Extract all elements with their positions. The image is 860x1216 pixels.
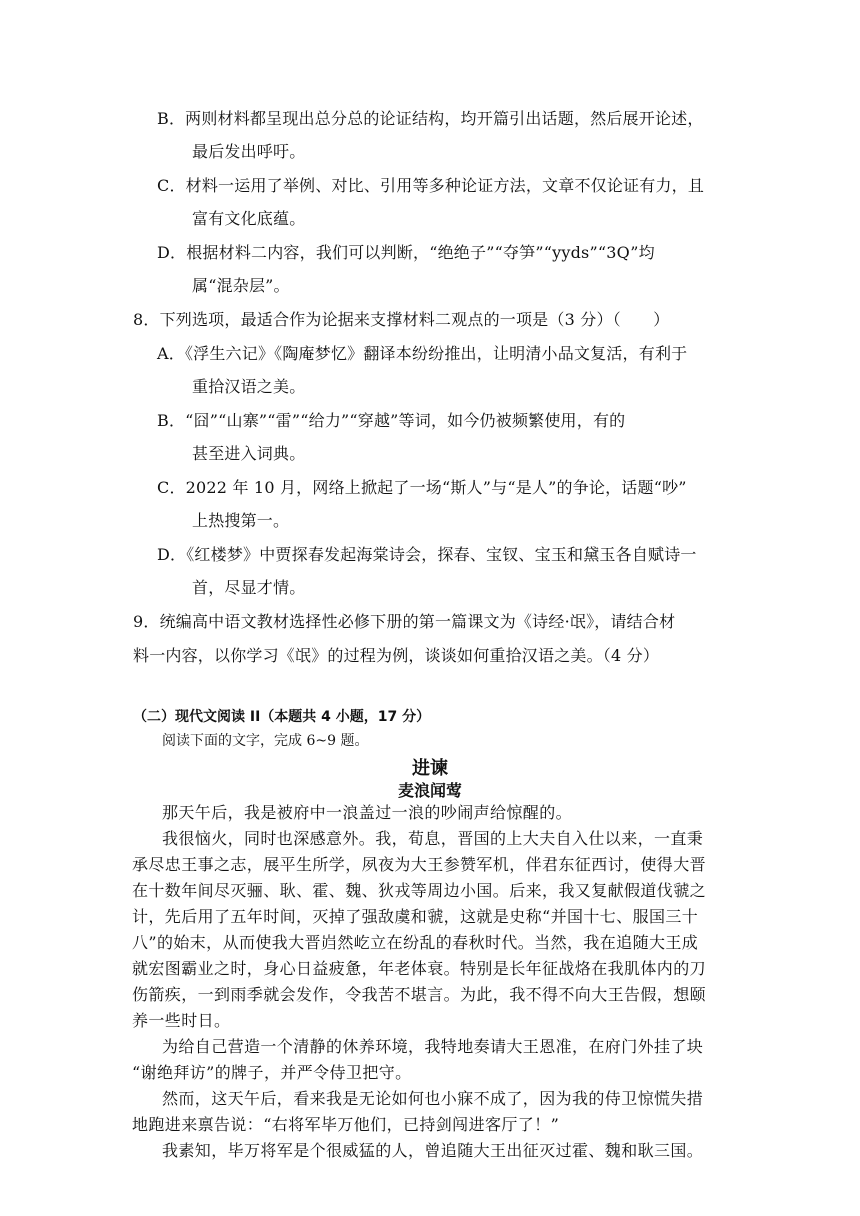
q8-option-b-line2: 甚至进入词典。 (192, 444, 306, 463)
story-author: 麦浪闻莺 (397, 781, 462, 800)
q7-option-c-line2: 富有文化底蕴。 (192, 209, 306, 228)
story-paragraph-line: 然而，这天午后，看来我是无论如何也小寐不成了，因为我的侍卫惊慌失措 (162, 1089, 704, 1108)
story-paragraph-line: 我很恼火，同时也深感意外。我，荀息，晋国的上大夫自入仕以来，一直秉 (162, 829, 704, 848)
q7-option-d-line2: 属“混杂层”。 (192, 276, 290, 295)
story-paragraph-line: 地跑进来禀告说：“右将军毕万他们，已持剑闯进客厅了！” (132, 1115, 560, 1134)
q8-stem: 8．下列选项，最适合作为论据来支撑材料二观点的一项是（3 分）（ ） (133, 310, 670, 329)
q7-option-c-line1: C．材料一运用了举例、对比、引用等多种论证方法，文章不仅论证有力，且 (157, 176, 705, 195)
q8-option-a-line2: 重拾汉语之美。 (192, 377, 306, 396)
q8-option-a-line1: A．《浮生六记》《陶庵梦忆》翻译本纷纷推出，让明清小品文复活，有利于 (157, 344, 688, 363)
q8-option-c-line2: 上热搜第一。 (192, 511, 290, 530)
q8-option-b-line1: B．“囧”“山寨”“雷”“给力”“穿越”等词，如今仍被频繁使用，有的 (157, 411, 626, 430)
story-paragraph-line: 就宏图霸业之时，身心日益疲惫，年老体衰。特别是长年征战烙在我肌体内的刀 (132, 959, 707, 978)
story-paragraph-line: 伤箭疾，一到雨季就会发作，令我苦不堪言。为此，我不得不向大王告假，想颐 (132, 985, 707, 1004)
q7-option-b-line2: 最后发出呼吁。 (192, 142, 306, 161)
q8-option-d-line2: 首，尽显才情。 (192, 578, 306, 597)
q9-line1: 9．统编高中语文教材选择性必修下册的第一篇课文为《诗经·氓》，请结合材 (133, 612, 676, 631)
story-paragraph-line: 那天午后，我是被府中一浪盖过一浪的吵闹声给惊醒的。 (162, 803, 573, 822)
story-paragraph-line: 养一些时日。 (132, 1011, 231, 1030)
section-instruction: 阅读下面的文字，完成 6~9 题。 (162, 733, 369, 749)
story-paragraph-line: 在十数年间尽灭骊、耿、霍、魏、狄戎等周边小国。后来，我又复献假道伐虢之 (132, 881, 707, 900)
q7-option-b-line1: B．两则材料都呈现出总分总的论证结构，均开篇引出话题，然后展开论述， (157, 109, 704, 128)
story-paragraph-line: 我素知，毕万将军是个很威猛的人，曾追随大王出征灭过霍、魏和耿三国。 (162, 1141, 704, 1160)
q9-line2: 料一内容，以你学习《氓》的过程为例，谈谈如何重拾汉语之美。（4 分） (133, 646, 660, 665)
story-paragraph-line: 为给自己营造一个清静的休养环境，我特地奏请大王恩准，在府门外挂了块 (162, 1037, 704, 1056)
story-paragraph-line: 八”的始末，从而使我大晋岿然屹立在纷乱的春秋时代。当然，我在追随大王成 (132, 933, 699, 952)
story-paragraph-line: “谢绝拜访”的牌子，并严令侍卫把守。 (132, 1063, 412, 1082)
q7-option-d-line1: D．根据材料二内容，我们可以判断，“绝绝子”“夺笋”“yyds”“3Q”均 (157, 243, 655, 262)
story-paragraph-line: 承尽忠王事之志，展平生所学，夙夜为大王参赞军机，伴君东征西讨，使得大晋 (132, 855, 707, 874)
story-title: 进谏 (412, 758, 448, 779)
q8-option-c-line1: C．2022 年 10 月，网络上掀起了一场“斯人”与“是人”的争论，话题“吵” (157, 478, 687, 497)
q8-option-d-line1: D．《红楼梦》中贾探春发起海棠诗会，探春、宝钗、宝玉和黛玉各自赋诗一 (157, 545, 697, 564)
section-heading: （二）现代文阅读 II（本题共 4 小题，17 分） (133, 709, 431, 725)
story-paragraph-line: 计，先后用了五年时间，灭掉了强敌虞和虢，这就是史称“并国十七、服国三十 (132, 907, 699, 926)
